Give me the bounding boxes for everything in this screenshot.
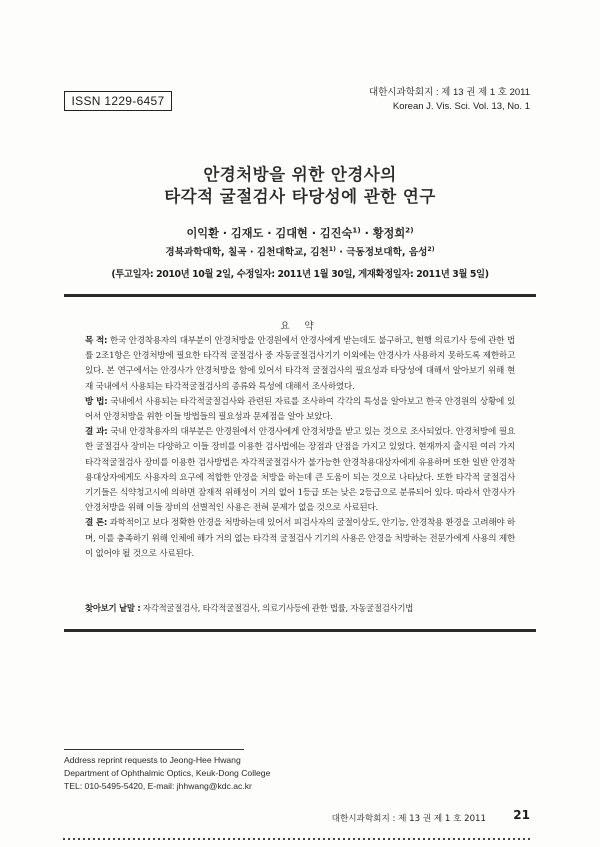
affiliations [0,244,600,258]
abstract-body [85,334,515,562]
submission-dates: (투고일자: 2010년 10월 2일, 수정일자: 2011년 1월 30일, 게재확정일자: 2011년 3월 5일) [111,269,489,280]
bottom-rule [64,629,536,632]
keywords [85,602,515,614]
journal-info [369,86,530,114]
affiliation-sup-1: 1) [328,245,336,253]
author-names-2: · 황정희 [360,227,406,240]
result-text: 국내 안경착용자의 대부분은 안경원에서 안경사에게 안경처방을 받고 있는 것으로 조사되었다. 안경처방에 필요한 굴절검사 장비는 다양하고 이들 장비를 이용한 검사법에는 장점과 단점을 가지고 있었다. 현재까지 출시된 여러 가지 타각적굴절검사 장비를 이용한 검사방법은 자각적굴절검사가 불가능한 안경착용대상자에게 유용하며 또한 일반 안경착용대상자에게도 사용자의 요구에 적합한 안경을 처방을 하는데 큰 도움이 되는 것으로 나타났다. 또한 타각적 굴절검사기기들은 식약청고시에 의하면 잠재적 위해성이 거의 없어 1등급 또는 낮은 2등급으로 분류되어 있다. 따라서 안경사가 안경처방을 위해 이들 장비의 선별적인 사용은 전혀 문제가 없을 것으로 사료된다. [85,427,515,514]
affiliation-text: 경북과학대학, 칠곡 · 김천대학교, 김천 [165,247,329,258]
author-names: 이익환 · 김재도 · 김대현 · 김진숙 [186,227,353,240]
paper-title-line-2: 타각적 굴절검사 타당성에 관한 연구 [164,187,436,206]
journal-english: Korean J. Vis. Sci. Vol. 13, No. 1 [392,101,530,112]
method-label: 방 법: [85,396,108,407]
abstract-method [85,395,515,425]
top-rule [64,294,536,297]
abstract-purpose [85,334,515,395]
keywords-text: 자각적굴절검사, 타각적굴절검사, 의료기사등에 관한 법률, 자동굴절검사기법 [140,603,414,613]
affiliation-text-2: · 극동정보대학, 음성 [335,247,428,258]
purpose-label: 목 적: [85,336,108,346]
dotted-bottom-edge [63,838,533,840]
running-footer: 대한시과학회지 : 제 13 권 제 1 호 2011 [331,814,486,824]
abstract-conclusion [85,516,515,562]
result-label: 결 과: [85,427,108,438]
footnote [64,754,270,793]
abstract-heading: 요 약 [280,321,320,332]
journal-korean: 대한시과학회지 : 제 13 권 제 1 호 2011 [369,87,530,98]
affiliation-sup-2: 2) [427,245,435,253]
author-sup-2: 2) [405,225,414,235]
abstract-result [85,425,515,516]
author-sup-1: 1) [352,225,361,235]
keywords-label: 찾아보기 낱말 : [85,603,141,613]
footnote-contact: TEL: 010-5495-5420, E-mail: jhhwang@kdc.ac.kr [64,781,252,791]
page-number: 21 [513,808,530,822]
method-text: 국내에서 사용되는 타각적굴절검사와 관련된 자료를 조사하여 각각의 특성을 알아보고 한국 안경원의 상황에 있어서 안경처방을 위한 이들 방법들의 필요성과 문제점을 알아 보았다. [85,396,515,423]
issn-box: ISSN 1229-6457 [64,91,172,111]
footnote-rule [64,749,244,750]
footnote-department: Department of Ophthalmic Optics, Keuk-Dong College [64,768,271,778]
footnote-address: Address reprint requests to Jeong-Hee Hwang [64,755,241,765]
author-list [0,225,600,241]
conclusion-label: 결 론: [85,518,108,529]
conclusion-text: 과학적이고 보다 정확한 안경을 처방하는데 있어서 피검사자의 굴절이상도, 안기능, 안경착용 환경을 고려해야 하며, 이를 충족하기 위해 인체에 해가 거의 없는 타각적 굴절검사 기기의 사용은 안경을 처방하는 전문가에게 사용의 제한이 없어야 될 것으로 사료된다. [85,518,515,559]
purpose-text: 한국 안경착용자의 대부분이 안경처방을 안경원에서 안경사에게 받는데도 불구하고, 현행 의료기사 등에 관한 법률 2조1항은 안경처방에 필요한 타각적 굴절검사 중 자동굴절검사기기 이외에는 안경사가 사용하지 못하도록 제한하고 있다. 본 연구에서는 안경사가 안경처방을 함에 있어서 타각적 굴절검사의 필요성과 타당성에 대해서 알아보기 위해 현재 국내에서 사용되는 타각적굴절검사의 종류와 특성에 대해서 조사하였다. [85,336,515,392]
paper-title-line-1: 안경처방을 위한 안경사의 [203,165,397,184]
